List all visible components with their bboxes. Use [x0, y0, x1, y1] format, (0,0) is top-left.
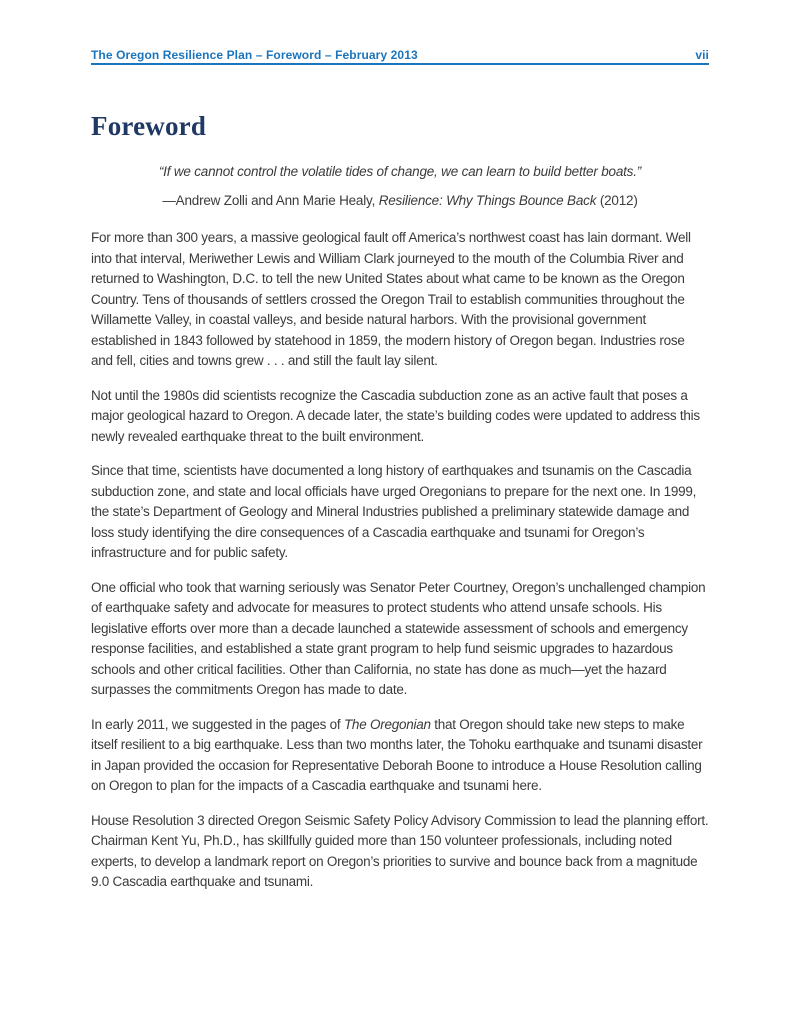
body-paragraph — [91, 461, 709, 564]
body-paragraph — [91, 578, 709, 701]
body-paragraph — [91, 811, 709, 893]
epigraph-attribution — [91, 191, 709, 211]
text-segment: House Resolution 3 directed Oregon Seismic Safety Policy Advisory Commission to lead the planning effort. Chairman Kent Yu, Ph.D., has skillfully guided more than 150 volunteer professionals, including noted experts, to develop a landmark report on Oregon’s priorities to survive and bounce back from a magnitude 9.0 Cascadia earthquake and tsunami. — [91, 812, 709, 889]
body-paragraph — [91, 228, 709, 372]
text-segment: In early 2011, we suggested in the pages of — [91, 716, 344, 732]
text-segment: —Andrew Zolli and Ann Marie Healy, — [162, 193, 379, 208]
body-paragraph — [91, 715, 709, 797]
running-header — [91, 48, 709, 65]
body-paragraph — [91, 386, 709, 448]
epigraph-quote: “If we cannot control the volatile tides of change, we can learn to build better boats.” — [158, 164, 642, 179]
section-heading: Foreword — [91, 111, 207, 141]
text-segment: Not until the 1980s did scientists recognize the Cascadia subduction zone as an active fault that poses a major geological hazard to Oregon. A decade later, the state’s building codes were updated to address this newly revealed earthquake threat to the built environment. — [91, 387, 700, 444]
text-segment: Since that time, scientists have documented a long history of earthquakes and tsunamis on the Cascadia subduction zone, and state and local officials have urged Oregonians to prepare for the next one. In 1999, the state’s Department of Geology and Mineral Industries published a preliminary statewide damage and loss study identifying the dire consequences of a Cascadia earthquake and tsunami for Oregon’s infrastructure and for public safety. — [91, 463, 697, 560]
italic-text-segment: The Oregonian — [343, 716, 431, 732]
italic-text-segment: Resilience: Why Things Bounce Back — [378, 193, 597, 208]
text-segment: that Oregon should take new steps to make itself resilient to a big earthquake. Less than two months later, the Tohoku earthquake and tsunami disaster in Japan provided the occasion for Representative Deborah Boone to introduce a House Resolution calling on Oregon to plan for the impacts of a Cascadia earthquake and tsunami here. — [91, 716, 703, 793]
text-segment: One official who took that warning seriously was Senator Peter Courtney, Oregon’s unchallenged champion of earthquake safety and advocate for measures to protect students who attend unsafe schools. His legislative efforts over more than a decade launched a statewide assessment of schools and emergency response facilities, and established a state grant program to help fund seismic upgrades to hazardous schools and other critical facilities. Other than California, no state has done as much—yet the hazard surpasses the commitments Oregon has made to date. — [91, 579, 706, 697]
body-copy — [91, 228, 709, 893]
running-header-title: The Oregon Resilience Plan – Foreword – February 2013 — [91, 48, 418, 62]
page-number: vii — [695, 48, 709, 62]
text-segment: For more than 300 years, a massive geological fault off America’s northwest coast has lain dormant. Well into that interval, Meriwether Lewis and William Clark journeyed to the mouth of the Columbia River and returned to Washington, D.C. to tell the new United States about what came to be known as the Oregon Country. Tens of thousands of settlers crossed the Oregon Trail to establish communities throughout the Willamette Valley, in coastal valleys, and beside natural harbors. With the provisional government established in 1843 followed by statehood in 1859, the modern history of Oregon began. Industries rose and fell, cities and towns grew . . . and still the fault lay silent. — [91, 230, 691, 368]
text-segment: (2012) — [596, 193, 638, 208]
